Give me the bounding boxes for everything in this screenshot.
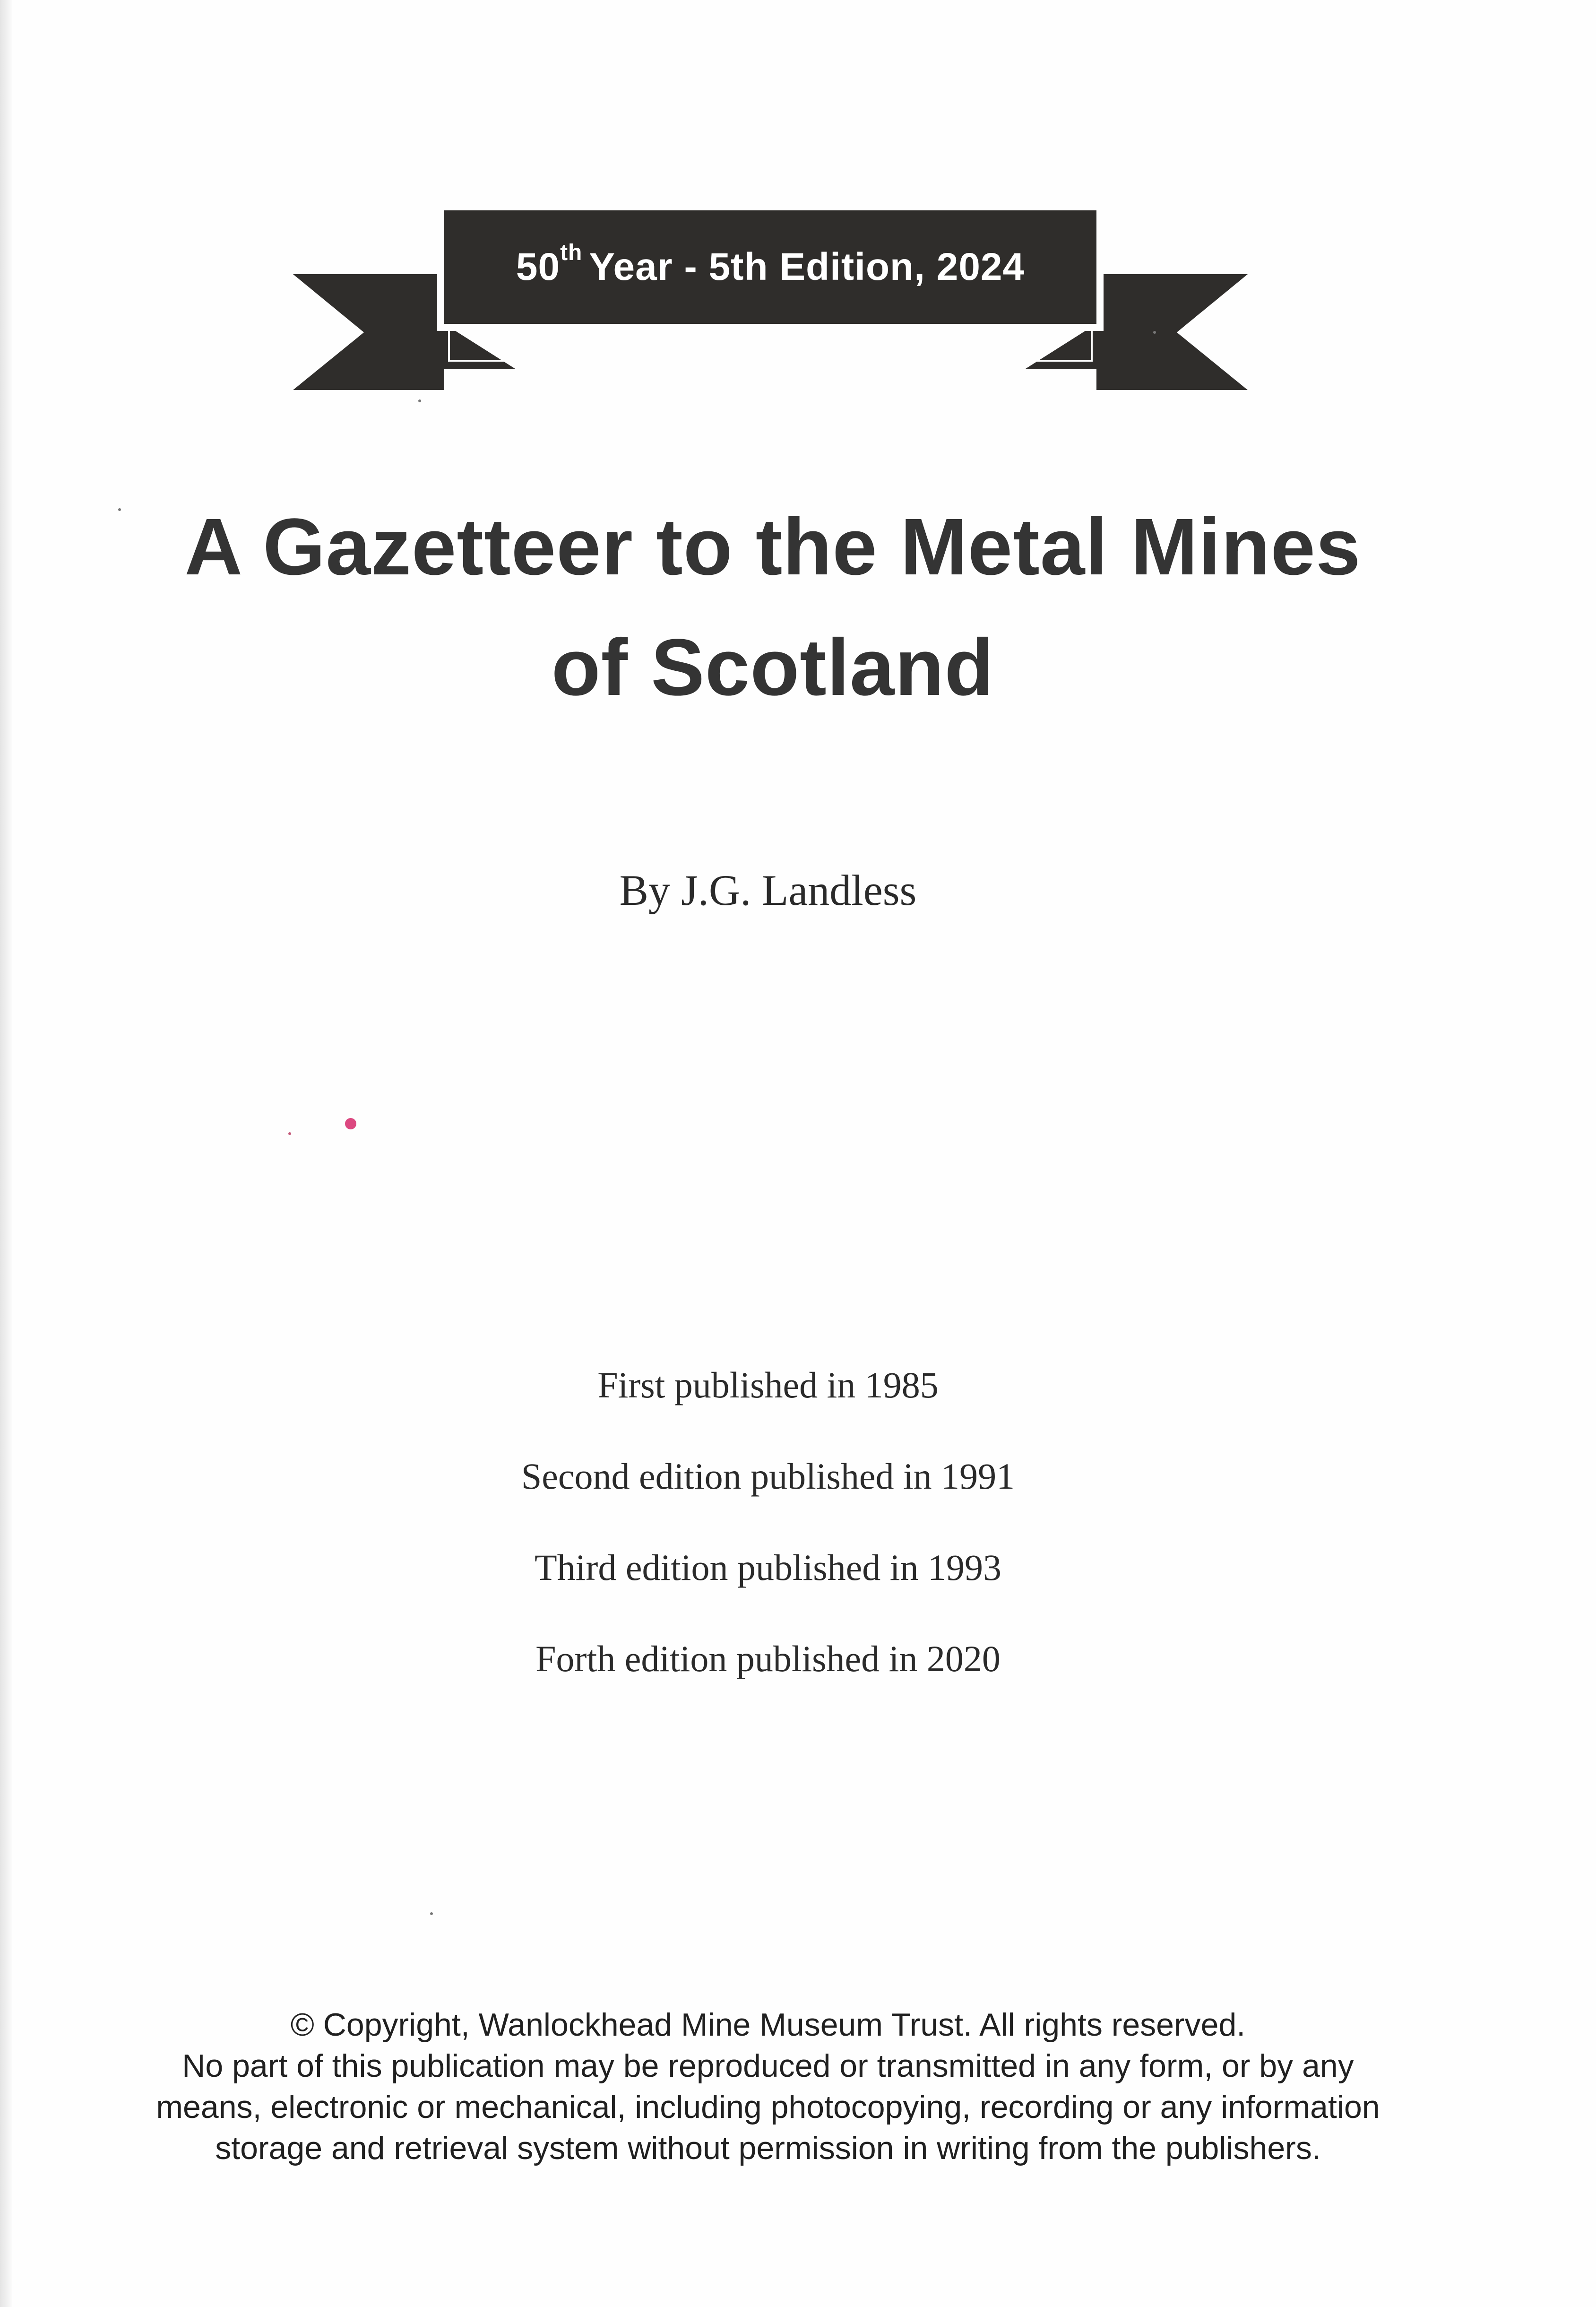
banner-text: 50 $^{th}$ Year - 5th Edition, 2024 bbox=[516, 240, 1025, 288]
scan-dot bbox=[1153, 331, 1156, 334]
banner-text-rest: Year - 5th Edition, 2024 bbox=[589, 245, 1025, 288]
ink-speck bbox=[345, 1118, 356, 1129]
copyright-notice bbox=[71, 2004, 1465, 2169]
title-line-2: of Scotland bbox=[551, 623, 994, 712]
ribbon-right-tail bbox=[1096, 274, 1248, 390]
page-title bbox=[95, 487, 1451, 728]
edition-item: Second edition published in 1991 bbox=[521, 1456, 1015, 1497]
copyright-line-2: No part of this publication may be reproduced or transmitted in any form, or by any bbox=[182, 2048, 1354, 2084]
copyright-line-3: means, electronic or mechanical, including photocopying, recording or any information bbox=[156, 2089, 1380, 2125]
title-line-1: A Gazetteer to the Metal Mines bbox=[184, 502, 1361, 592]
copyright-line-4: storage and retrieval system without permission in writing from the publishers. bbox=[215, 2130, 1321, 2166]
author-line: By J.G. Landless bbox=[619, 866, 917, 914]
scan-dot bbox=[118, 508, 121, 511]
copyright-line-1: © Copyright, Wanlockhead Mine Museum Trust. All rights reserved. bbox=[290, 2007, 1246, 2043]
banner-ordinal-number: 50 bbox=[516, 245, 561, 288]
page-edge-shadow bbox=[0, 0, 12, 2307]
scan-dot bbox=[288, 1132, 291, 1135]
edition-history bbox=[0, 1357, 1536, 1722]
edition-item: First published in 1985 bbox=[597, 1364, 939, 1405]
edition-item: Third edition published in 1993 bbox=[535, 1547, 1001, 1588]
ribbon-left-tail bbox=[293, 274, 444, 390]
scan-dot bbox=[418, 399, 421, 402]
edition-banner bbox=[293, 210, 1248, 390]
edition-item: Forth edition published in 2020 bbox=[535, 1638, 1001, 1679]
scan-dot bbox=[430, 1912, 433, 1915]
